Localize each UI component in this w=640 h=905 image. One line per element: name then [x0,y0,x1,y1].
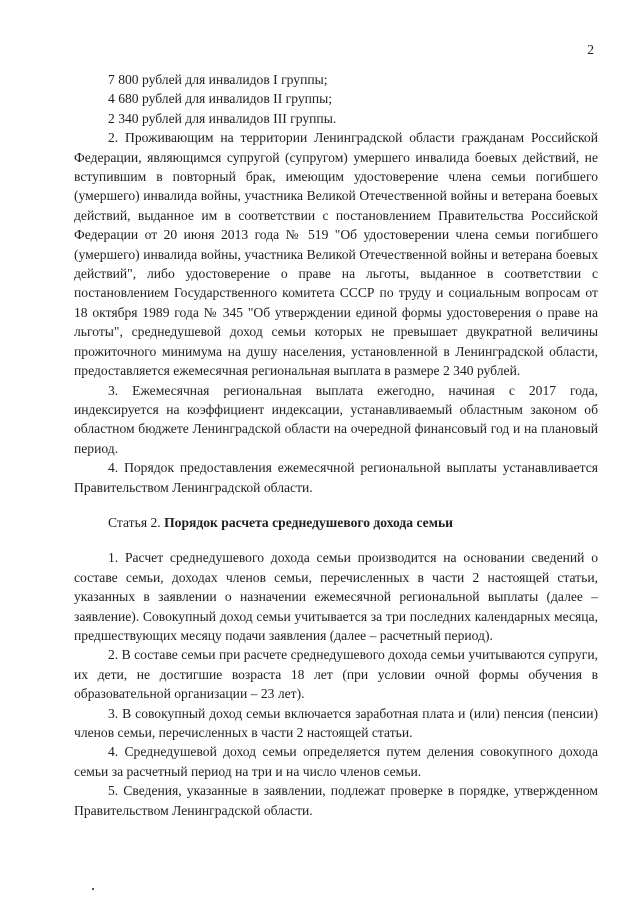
article2-paragraph-1: 1. Расчет среднедушевого дохода семьи производится на основании сведений о составе семьи, доходах членов семьи, перечисленных в части 2 настоящей статьи, указанных в заявлении о назначении ежемесячной региональной выплаты (далее – заявление). Совокупный доход семьи учитывается за три последних календарных месяца, предшествующих месяцу подачи заявления (далее – расчетный период). [74,550,598,643]
article2-heading [74,513,598,532]
article2-paragraph-2: 2. В составе семьи при расчете среднедушевого дохода семьи учитываются супруги, их дети, не достигшие возраста 18 лет (при условии очной формы обучения в образовательной организации – 23 лет). [74,647,598,702]
page-number: 2 [587,42,594,57]
payment-amount-group-3: 2 340 рублей для инвалидов III группы. [108,110,337,126]
article1-paragraph-4: 4. Порядок предоставления ежемесячной региональной выплаты устанавливается Правительством Ленинградской области. [74,460,598,495]
payment-amount-group-1: 7 800 рублей для инвалидов I группы; [108,72,328,87]
payment-amount-group-2: 4 680 рублей для инвалидов II группы; [108,91,333,107]
article2-paragraph-4: 4. Среднедушевой доход семьи определяется путем деления совокупного дохода семьи за расчетный период на три и на число членов семьи. [74,744,598,779]
article1-paragraph-3: 3. Ежемесячная региональная выплата ежегодно, начиная с 2017 года, индексируется на коэффициент индексации, устанавливаемый областным законом об областном бюджете Ленинградской области на очередной финансовый год и на плановый период. [74,382,598,456]
article1-paragraph-2: 2. Проживающим на территории Ленинградской области гражданам Российской Федерации, являющимся супругой (супругом) умершего инвалида боевых действий, не вступившим в повторный брак, имеющим удостоверение члена семьи погибшего (умершего) инвалида войны, участника Великой Отечественной войны и ветерана боевых действий, выданное им в соответствии с постановлением Правительства Российской Федерации от 20 июня 2013 года № 519 "Об удостоверении члена семьи погибшего (умершего) инвалида войны, участника Великой Отечественной войны и ветерана боевых действий", либо удостоверение о праве на льготы, выданное в соответствии с постановлением Государственного комитета СССР по труду и социальным вопросам от 18 октября 1989 года № 345 "Об утверждении единой формы удостоверения о праве на льготы", среднедушевой доход семьи которых не превышает двукратной величины прожиточного минимума на душу населения, установленной в Ленинградской области, предоставляется ежемесячная региональная выплата в размере 2 340 рублей. [74,130,598,379]
article2-paragraph-5: 5. Сведения, указанные в заявлении, подлежат проверке в порядке, утвержденном Правительством Ленинградской области. [74,783,598,818]
article2-title: Порядок расчета среднедушевого дохода семьи [164,514,453,530]
document-body [74,70,598,820]
article2-paragraph-3: 3. В совокупный доход семьи включается заработная плата и (или) пенсия (пенсии) членов семьи, перечисленных в части 2 настоящей статьи. [74,705,598,740]
article2-label: Статья 2. [108,514,161,530]
scan-speck [92,888,94,890]
article2-body [74,548,598,820]
